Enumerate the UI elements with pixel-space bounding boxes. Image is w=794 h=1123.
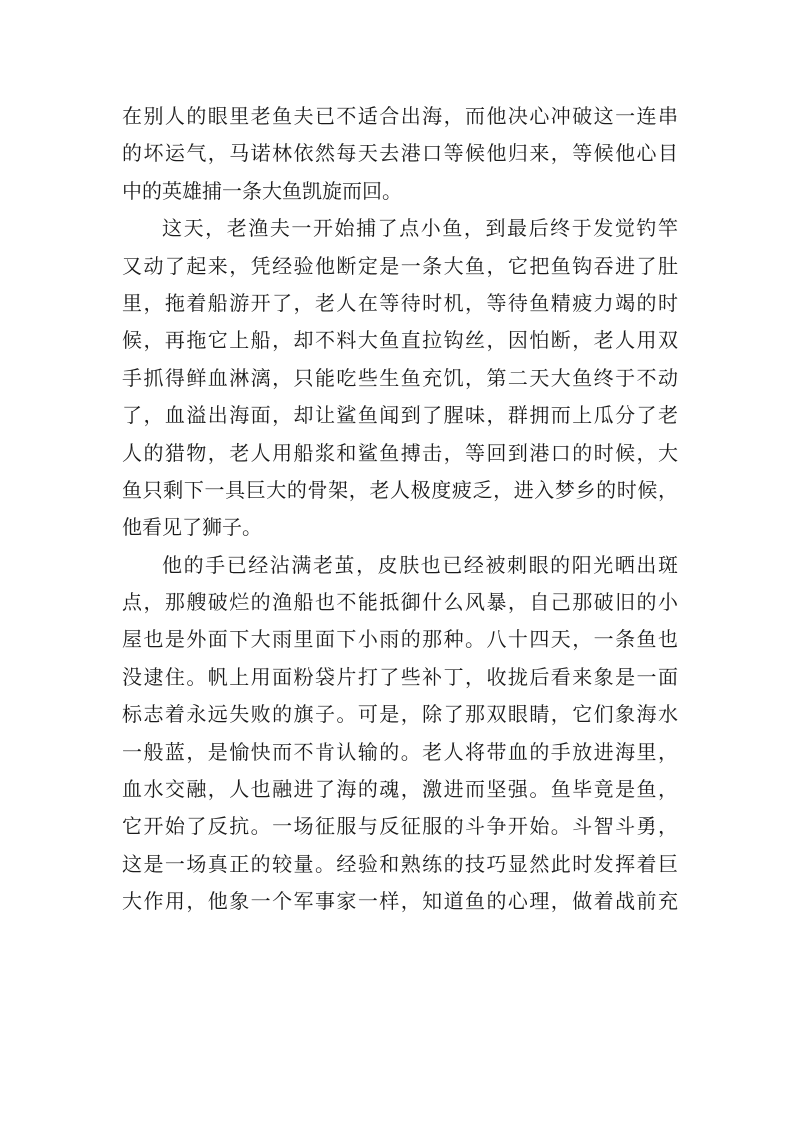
text-line: 里，拖着船游开了，老人在等待时机，等待鱼精疲力竭的时 bbox=[122, 290, 678, 315]
body-text bbox=[122, 98, 678, 921]
text-line: 人的猎物，老人用船浆和鲨鱼搏击，等回到港口的时候，大 bbox=[122, 440, 678, 465]
text-line: 大作用，他象一个军事家一样，知道鱼的心理，做着战前充 bbox=[122, 889, 678, 914]
text-line: 点，那艘破烂的渔船也不能抵御什么风暴，自己那破旧的小 bbox=[122, 590, 678, 615]
text-line: 没逮住。帆上用面粉袋片打了些补丁，收拢后看来象是一面 bbox=[122, 664, 678, 689]
text-line: 屋也是外面下大雨里面下小雨的那种。八十四天，一条鱼也 bbox=[122, 627, 678, 652]
text-line: 他的手已经沾满老茧，皮肤也已经被刺眼的阳光晒出斑 bbox=[162, 552, 678, 577]
text-line: 他看见了狮子。 bbox=[122, 515, 262, 540]
text-line: 一般蓝，是愉快而不肯认输的。老人将带血的手放进海里， bbox=[122, 739, 678, 764]
text-line: 又动了起来，凭经验他断定是一条大鱼，它把鱼钩吞进了肚 bbox=[122, 253, 678, 278]
text-line: 标志着永远失败的旗子。可是，除了那双眼睛，它们象海水 bbox=[122, 702, 678, 727]
text-line: 这是一场真正的较量。经验和熟练的技巧显然此时发挥着巨 bbox=[122, 851, 678, 876]
text-line: 在别人的眼里老鱼夫已不适合出海，而他决心冲破这一连串 bbox=[122, 104, 678, 128]
text-line: 候，再拖它上船，却不料大鱼直拉钩丝，因怕断，老人用双 bbox=[122, 328, 678, 353]
text-line: 鱼只剩下一具巨大的骨架，老人极度疲乏，进入梦乡的时候， bbox=[122, 477, 678, 502]
text-line: 它开始了反抗。一场征服与反征服的斗争开始。斗智斗勇， bbox=[122, 814, 678, 839]
text-line: 了，血溢出海面，却让鲨鱼闻到了腥味，群拥而上瓜分了老 bbox=[122, 403, 678, 428]
text-line: 中的英雄捕一条大鱼凯旋而回。 bbox=[122, 178, 402, 203]
text-line: 手抓得鲜血淋漓，只能吃些生鱼充饥，第二天大鱼终于不动 bbox=[122, 365, 678, 390]
text-line: 这天，老渔夫一开始捕了点小鱼，到最后终于发觉钓竿 bbox=[162, 216, 678, 241]
text-line: 血水交融，人也融进了海的魂，激进而坚强。鱼毕竟是鱼， bbox=[122, 777, 678, 802]
text-line: 的坏运气，马诺林依然每天去港口等候他归来，等候他心目 bbox=[122, 141, 678, 166]
